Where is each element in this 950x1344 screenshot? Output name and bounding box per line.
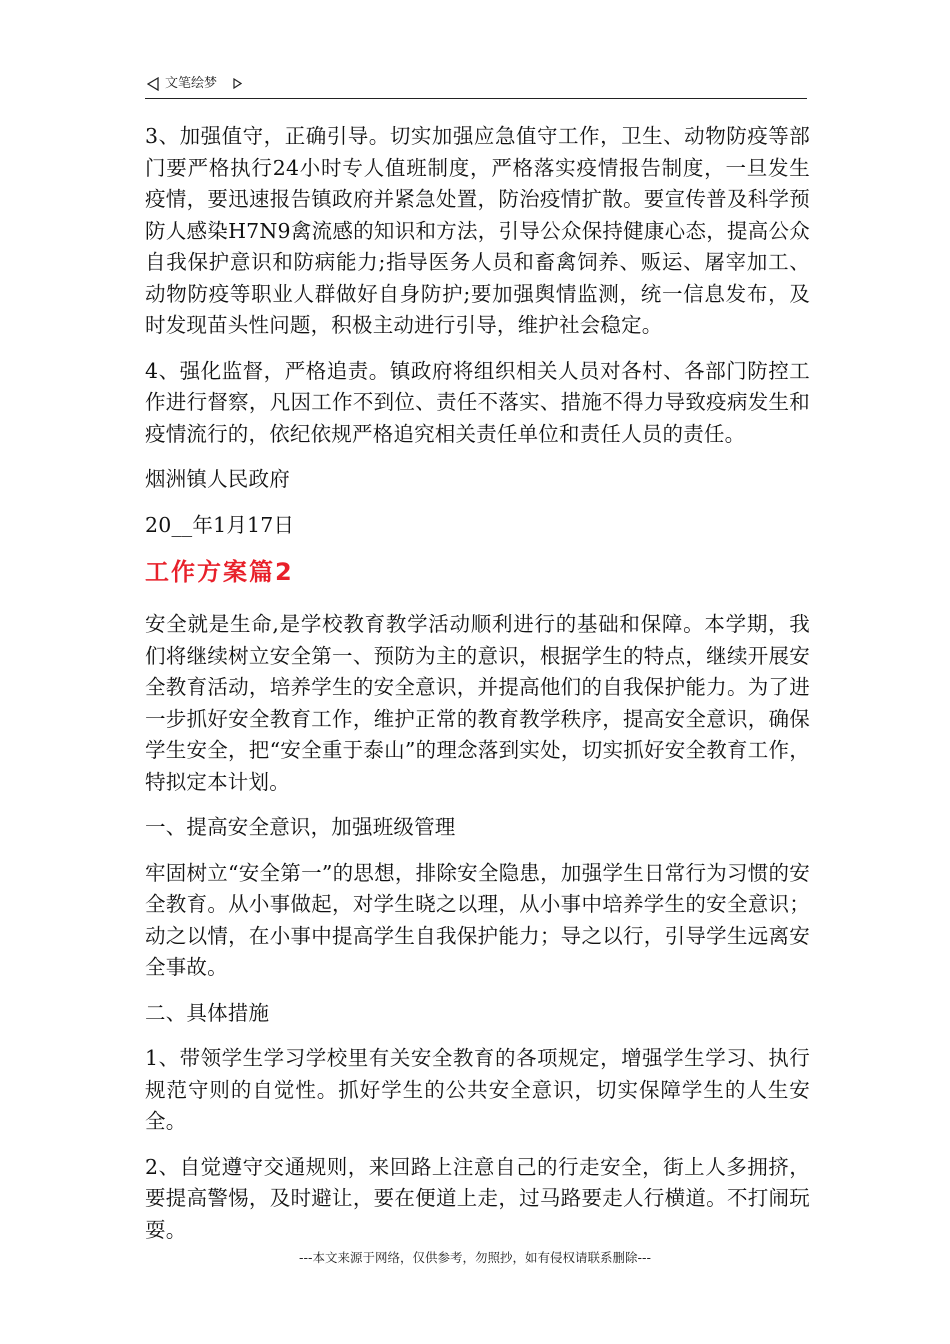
page-footer: ---本文来源于网络，仅供参考，勿照抄，如有侵权请联系删除--- — [298, 1250, 652, 1265]
header-brand: 文笔绘梦 — [165, 76, 218, 91]
signature-org: 烟洲镇人民政府 — [145, 467, 290, 491]
document-body — [145, 121, 810, 1260]
paragraph: 1、带领学生学习学校里有关安全教育的各项规定，增强学生学习、执行规范守则的自觉性。抓好学生的公共安全意识，切实保障学生的人生安全。 — [145, 1046, 810, 1133]
subheading: 二、具体措施 — [145, 1000, 270, 1025]
signature-date: 20__年1月17日 — [145, 512, 295, 537]
subheading: 一、提高安全意识，加强班级管理 — [145, 815, 456, 839]
triangle-left-icon — [147, 77, 159, 91]
paragraph: 安全就是生命,是学校教育教学活动顺利进行的基础和保障。本学期，我们将继续树立安全第一、预防为主的意识，根据学生的特点，继续开展安全教育活动，培养学生的安全意识，并提高他们的自我保护能力。为了进一步抓好安全教育工作，维护正常的教育教学秩序，提高安全意识，确保学生安全，把“安全重于泰山”的理念落到实处，切实抓好安全教育工作，特拟定本计划。 — [145, 612, 810, 794]
paragraph: 牢固树立“安全第一”的思想，排除安全隐患，加强学生日常行为习惯的安全教育。从小事做起，对学生晓之以理，从小事中培养学生的安全意识；动之以情，在小事中提高学生自我保护能力；导之以行，引导学生远离安全事故。 — [145, 860, 810, 979]
page-header — [145, 72, 807, 99]
section-title: 工作方案篇2 — [145, 558, 294, 586]
paragraph: 3、加强值守，正确引导。切实加强应急值守工作，卫生、动物防疫等部门要严格执行24小时专人值班制度，严格落实疫情报告制度，一旦发生疫情，要迅速报告镇政府并紧急处置，防治疫情扩散。要宣传普及科学预防人感染H7N9禽流感的知识和方法，引导公众保持健康心态，提高公众自我保护意识和防病能力;指导医务人员和畜禽饲养、贩运、屠宰加工、动物防疫等职业人群做好自身防护;要加强舆情监测，统一信息发布，及时发现苗头性问题，积极主动进行引导，维护社会稳定。 — [145, 124, 810, 337]
paragraph: 2、自觉遵守交通规则，来回路上注意自己的行走安全，街上人多拥挤，要提高警惕，及时避让，要在便道上走，过马路要走人行横道。不打闹玩耍。 — [145, 1154, 810, 1242]
triangle-right-icon — [233, 78, 242, 89]
paragraph: 4、强化监督，严格追责。镇政府将组织相关人员对各村、各部门防控工作进行督察，凡因工作不到位、责任不落实、措施不得力导致疫病发生和疫情流行的，依纪依规严格追究相关责任单位和责任人员的责任。 — [145, 358, 810, 446]
